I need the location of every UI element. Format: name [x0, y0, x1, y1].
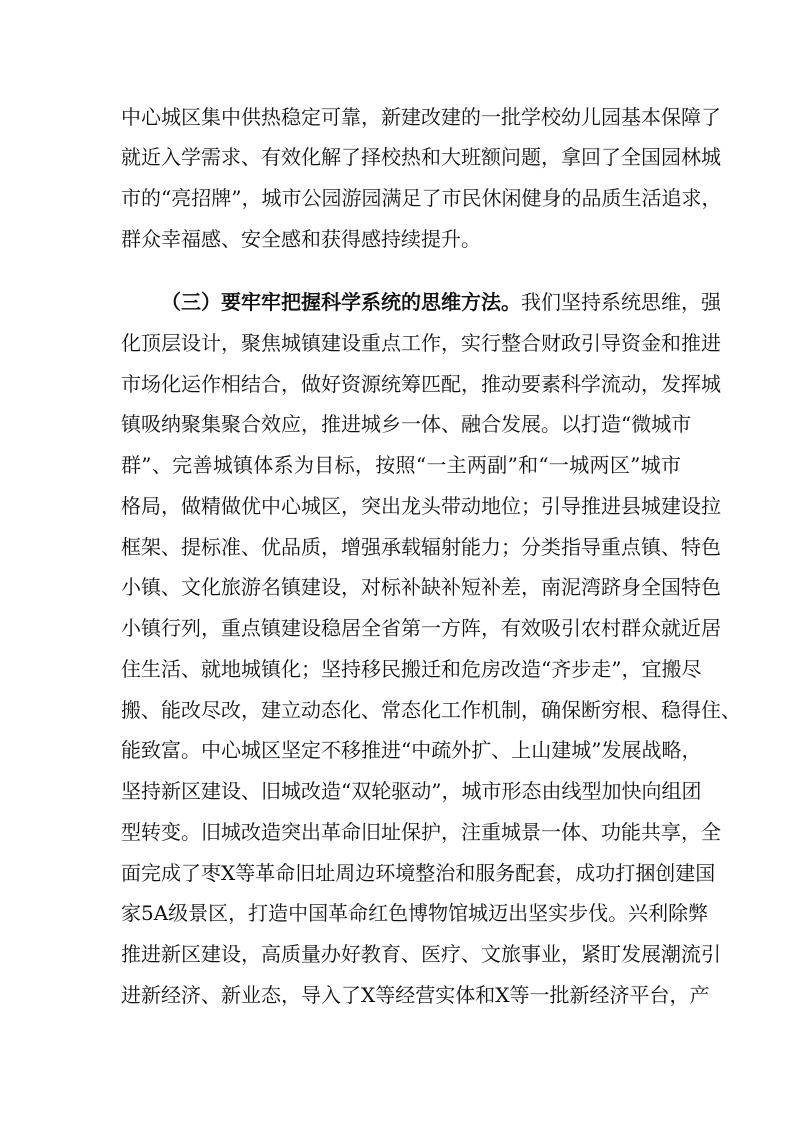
paragraph-1-line-3: 市的“亮招牌”，城市公园游园满足了市民休闲健身的品质生活追求， [121, 186, 722, 210]
paragraph-2-line-9: 小镇行列，重点镇建设稳居全省第一方阵，有效吸引农村群众就近居 [121, 616, 721, 640]
paragraph-1-line-2: 就近入学需求、有效化解了择校热和大班额问题，拿回了全国园林城 [121, 145, 721, 169]
paragraph-2-line-6: 格局，做精做优中心城区，突出龙头带动地位；引导推进县城建设拉 [121, 494, 721, 518]
paragraph-2-line-11: 搬、能改尽改，建立动态化、常态化工作机制，确保断穷根、稳得住、 [121, 698, 741, 722]
paragraph-2-line-12: 能致富。中心城区坚定不移推进“中疏外扩、上山建城”发展战略， [121, 738, 702, 762]
paragraph-2-line-15: 面完成了枣X等革命旧址周边环境整治和服务配套，成功打捆创建国 [121, 861, 716, 885]
paragraph-2-line-1-rest: 我们坚持系统思维，强 [521, 290, 721, 314]
paragraph-2-line-18: 进新经济、新业态，导入了X等经营实体和X等一批新经济平台，产 [121, 983, 710, 1007]
paragraph-2-line-14: 型转变。旧城改造突出革命旧址保护，注重城景一体、功能共享，全 [121, 820, 721, 844]
paragraph-2-line-1 [161, 284, 721, 320]
paragraph-2-line-8: 小镇、文化旅游名镇建设，对标补缺补短补差，南泥湾跻身全国特色 [121, 575, 721, 599]
paragraph-1-line-1: 中心城区集中供热稳定可靠，新建改建的一批学校幼儿园基本保障了 [121, 105, 721, 129]
paragraph-2-line-13: 坚持新区建设、旧城改造“双轮驱动”，城市形态由线型加快向组团 [121, 779, 702, 803]
paragraph-1-line-4: 群众幸福感、安全感和获得感持续提升。 [121, 227, 481, 251]
paragraph-2-line-16: 家5A级景区，打造中国革命红色博物馆城迈出坚实步伐。兴利除弊 [121, 901, 709, 925]
paragraph-2-line-7: 框架、提标准、优品质，增强承载辐射能力；分类指导重点镇、特色 [121, 535, 721, 559]
paragraph-2-line-17: 推进新区建设，高质量办好教育、医疗、文旅事业，紧盯发展潮流引 [121, 942, 721, 966]
paragraph-2-line-5: 群”、完善城镇体系为目标，按照“一主两副”和“一城两区”城市 [121, 453, 681, 477]
paragraph-2-line-2: 化顶层设计，聚焦城镇建设重点工作，实行整合财政引导资金和推进 [121, 331, 721, 355]
paragraph-2-line-3: 市场化运作相结合，做好资源统筹匹配，推动要素科学流动，发挥城 [121, 372, 721, 396]
paragraph-2-line-10: 住生活、就地城镇化；坚持移民搬迁和危房改造“齐步走”，宜搬尽 [121, 657, 702, 681]
paragraph-2-line-4: 镇吸纳聚集聚合效应，推进城乡一体、融合发展。以打造“微城市 [121, 412, 692, 436]
section-heading: （三）要牢牢把握科学系统的思维方法。 [161, 290, 521, 314]
